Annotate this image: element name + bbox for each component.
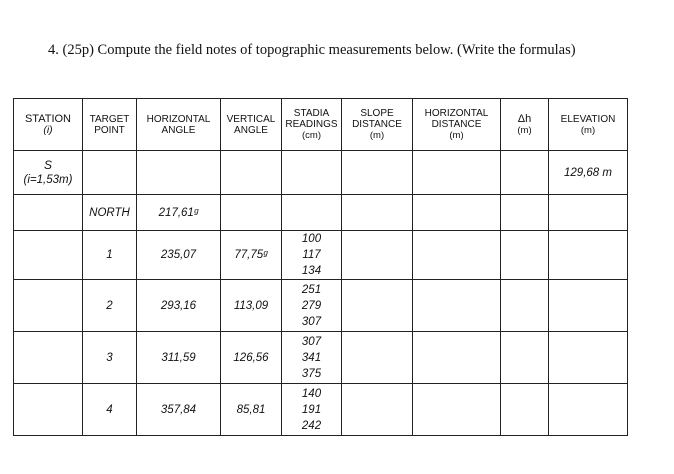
table-row bbox=[14, 280, 628, 332]
station-name: S bbox=[43, 157, 52, 172]
stadia-middle: 117 bbox=[302, 249, 321, 261]
station-cell bbox=[14, 151, 83, 195]
header-elevation-unit: (m) bbox=[580, 124, 596, 136]
stadia-readings bbox=[282, 231, 342, 280]
station-elevation: 129,68 m bbox=[549, 151, 628, 195]
table-row bbox=[14, 384, 628, 436]
instrument-height: (i=1,53m) bbox=[23, 173, 73, 186]
horizontal-angle: 311,59 bbox=[137, 332, 221, 384]
header-horizontal-angle: HORIZONTAL ANGLE bbox=[137, 99, 221, 151]
header-stadia-label: STADIA READINGS bbox=[285, 108, 338, 130]
header-horizontal-distance bbox=[413, 99, 501, 151]
station-row bbox=[14, 151, 628, 195]
table-row bbox=[14, 332, 628, 384]
stadia-middle: 279 bbox=[301, 299, 322, 312]
stadia-readings bbox=[282, 332, 342, 384]
stadia-upper: 307 bbox=[301, 335, 322, 348]
header-dh-unit: (m) bbox=[517, 124, 532, 136]
header-station-unit: (i) bbox=[43, 123, 53, 136]
header-stadia-unit: (cm) bbox=[302, 130, 321, 141]
header-stadia bbox=[282, 99, 342, 151]
header-slope-unit: (m) bbox=[369, 130, 385, 141]
vertical-angle: 77,75ᵍ bbox=[221, 231, 282, 280]
field-notes-table bbox=[13, 98, 628, 436]
stadia-upper: 100 bbox=[301, 233, 322, 245]
stadia-lower: 134 bbox=[301, 265, 322, 277]
header-station bbox=[14, 99, 83, 151]
header-delta-h bbox=[501, 99, 549, 151]
header-row bbox=[14, 99, 628, 151]
north-row bbox=[14, 195, 628, 231]
horizontal-angle: 293,16 bbox=[137, 280, 221, 332]
stadia-readings bbox=[282, 384, 342, 436]
target-point: 1 bbox=[83, 231, 137, 280]
vertical-angle: 113,09 bbox=[221, 280, 282, 332]
header-elevation bbox=[549, 99, 628, 151]
stadia-middle: 341 bbox=[301, 351, 322, 364]
target-point: 4 bbox=[83, 384, 137, 436]
horizontal-angle: 357,84 bbox=[137, 384, 221, 436]
table-row bbox=[14, 231, 628, 280]
question-text: 4. (25p) Compute the field notes of topographic measurements below. (Write the formulas) bbox=[48, 42, 576, 58]
stadia-lower: 307 bbox=[301, 315, 322, 328]
north-horizontal-angle: 217,61ᵍ bbox=[137, 195, 221, 231]
header-slope-label: SLOPE DISTANCE bbox=[352, 108, 402, 130]
horizontal-angle: 235,07 bbox=[137, 231, 221, 280]
header-hd-unit: (m) bbox=[449, 130, 464, 141]
target-point: 2 bbox=[83, 280, 137, 332]
target-point: 3 bbox=[83, 332, 137, 384]
header-station-label: STATION bbox=[24, 112, 72, 125]
stadia-upper: 251 bbox=[301, 283, 322, 296]
north-target: NORTH bbox=[83, 195, 137, 231]
vertical-angle: 126,56 bbox=[221, 332, 282, 384]
stadia-upper: 140 bbox=[301, 387, 322, 400]
vertical-angle: 85,81 bbox=[221, 384, 282, 436]
header-dh-label: Δh bbox=[517, 112, 532, 125]
stadia-middle: 191 bbox=[301, 403, 322, 416]
header-vertical-angle: VERTICAL ANGLE bbox=[221, 99, 282, 151]
stadia-readings bbox=[282, 280, 342, 332]
header-target: TARGET POINT bbox=[83, 99, 137, 151]
stadia-lower: 375 bbox=[301, 367, 322, 380]
header-hd-label: HORIZONTAL DISTANCE bbox=[424, 108, 489, 130]
header-elevation-label: ELEVATION bbox=[560, 113, 616, 125]
stadia-lower: 242 bbox=[301, 419, 322, 432]
header-slope-distance bbox=[342, 99, 413, 151]
